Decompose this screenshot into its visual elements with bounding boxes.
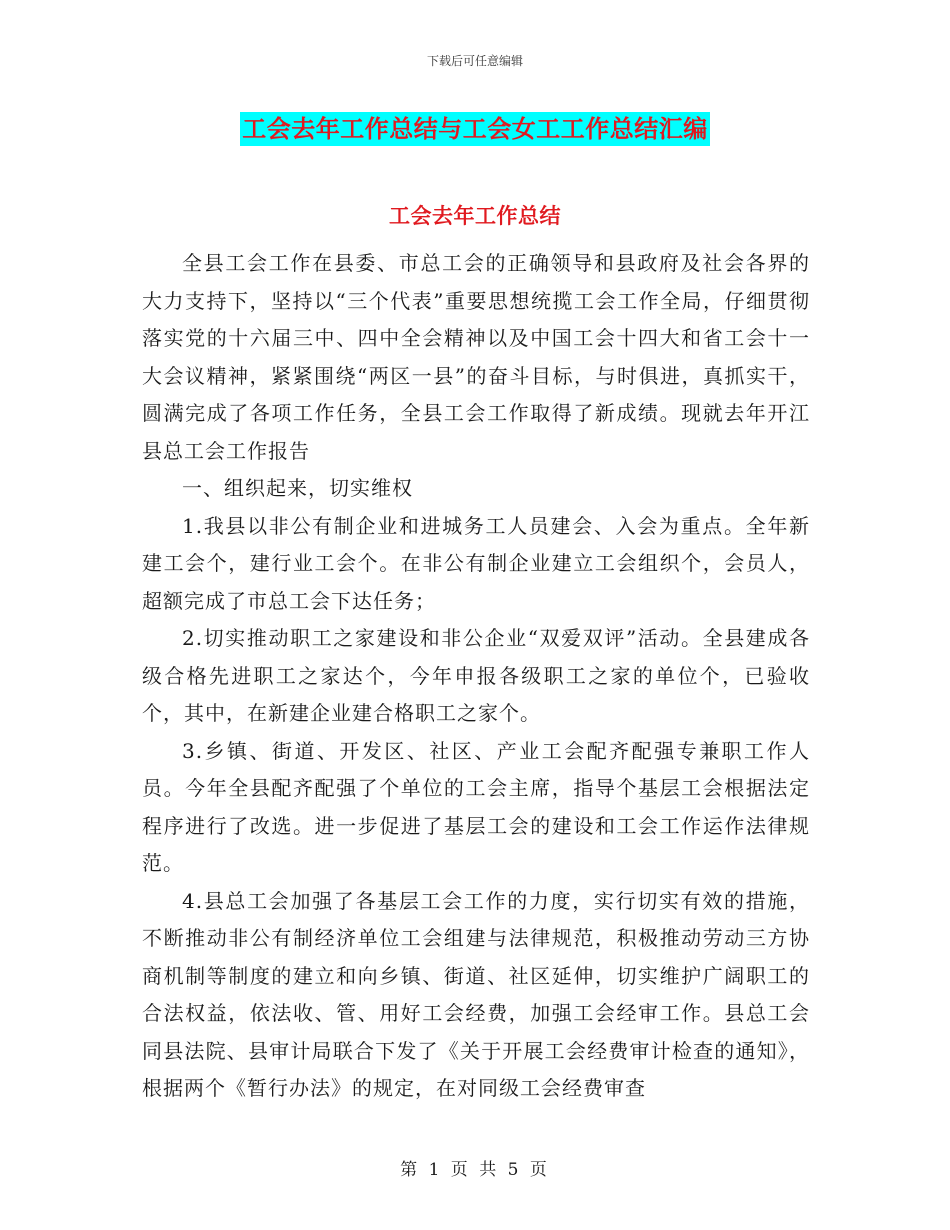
section-heading-1: 一、组织起来，切实维权 [182,476,413,500]
document-body [142,245,810,1108]
page-number: 第 1 页 共 5 页 [400,1160,550,1180]
paragraph-intro: 全县工会工作在县委、市总工会的正确领导和县政府及社会各界的大力支持下，坚持以“三个代表”重要思想统揽工会工作全局，仔细贯彻落实党的十六届三中、四中全会精神以及中国工会十四大和省工会十一大会议精神，紧紧围绕“两区一县”的奋斗目标，与时俱进，真抓实干，圆满完成了各项工作任务，全县工会工作取得了新成绩。现就去年开江县总工会工作报告 [142,251,810,463]
main-title-container [0,112,950,146]
document-section-title: 工会去年工作总结 [389,203,561,228]
paragraph-item-3: 3.乡镇、街道、开发区、社区、产业工会配齐配强专兼职工作人员。今年全县配齐配强了个单位的工会主席，指导个基层工会根据法定程序进行了改选。进一步促进了基层工会的建设和工会工作运作法律规范。 [142,738,810,875]
paragraph-item-4: 4.县总工会加强了各基层工会工作的力度，实行切实有效的措施，不断推动非公有制经济单位工会组建与法律规范，积极推动劳动三方协商机制等制度的建立和向乡镇、街道、社区延伸，切实维护广阔职工的合法权益，依法收、管、用好工会经费，加强工会经审工作。县总工会同县法院、县审计局联合下发了《关于开展工会经费审计检查的通知》，根据两个《暂行办法》的规定，在对同级工会经费审查 [142,888,810,1100]
paragraph-item-2: 2.切实推动职工之家建设和非公企业“双爱双评”活动。全县建成各级合格先进职工之家达个，今年申报各级职工之家的单位个，已验收个，其中，在新建企业建合格职工之家个。 [142,626,810,725]
paragraph-item-1: 1.我县以非公有制企业和进城务工人员建会、入会为重点。全年新建工会个，建行业工会个。在非公有制企业建立工会组织个，会员人，超额完成了市总工会下达任务； [142,513,810,613]
page-header-note: 下载后可任意编辑 [426,54,523,68]
document-main-title: 工会去年工作总结与工会女工工作总结汇编 [240,112,710,146]
